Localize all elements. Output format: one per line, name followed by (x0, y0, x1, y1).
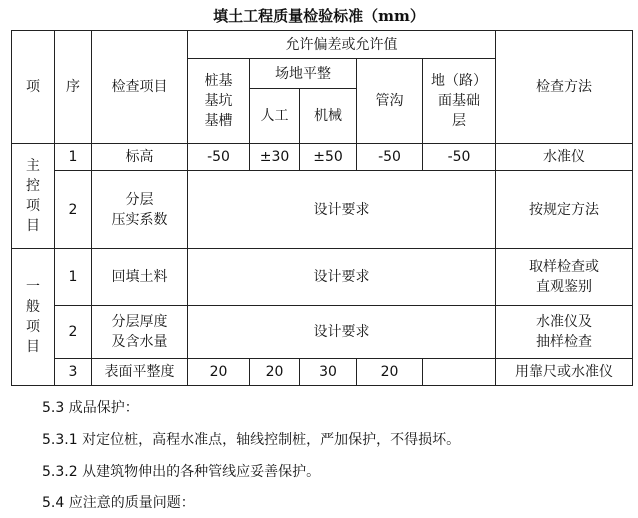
table-row-method: 水准仪 (496, 144, 633, 171)
header-road-base: 地（路） 面基础 层 (423, 59, 496, 144)
header-check-item: 检查项目 (92, 31, 188, 144)
header-mechanical: 机械 (300, 89, 357, 144)
table-row-method: 用靠尺或水准仪 (496, 359, 633, 386)
paragraph: 5.3 成品保护： (42, 400, 139, 416)
table-cell-value: 20 (250, 359, 300, 386)
table-cell-value (423, 359, 496, 386)
table-row-item: 分层厚度 及含水量 (92, 306, 188, 359)
table-row-method: 水准仪及 抽样检查 (496, 306, 633, 359)
table-cell-merged: 设计要求 (188, 306, 496, 359)
table-row-seq: 2 (55, 171, 92, 249)
table-row-item: 标高 (92, 144, 188, 171)
paragraph: 5.3.1 对定位桩，高程水准点，轴线控制桩，严加保护，不得损坏。 (42, 432, 461, 448)
header-method: 检查方法 (496, 31, 633, 144)
table-cell-value: 20 (357, 359, 423, 386)
table-row-item: 表面平整度 (92, 359, 188, 386)
table-row-seq: 3 (55, 359, 92, 386)
table-cell-value: -50 (357, 144, 423, 171)
table-row-item: 回填土料 (92, 249, 188, 306)
table-cell-merged: 设计要求 (188, 171, 496, 249)
table-cell-value: ±50 (300, 144, 357, 171)
table-row-method: 按规定方法 (496, 171, 633, 249)
header-pile-foundation: 桩基 基坑 基槽 (188, 59, 250, 144)
table-row-item: 分层 压实系数 (92, 171, 188, 249)
page-title: 填土工程质量检验标准（mm） (213, 7, 425, 25)
group-general: 一 般 项 目 (12, 249, 55, 386)
quality-standard-table (11, 30, 633, 386)
header-pipe-trench: 管沟 (357, 59, 423, 144)
header-seq: 序 (55, 31, 92, 144)
table-row-method: 取样检查或 直观鉴别 (496, 249, 633, 306)
table-cell-value: -50 (423, 144, 496, 171)
table-row-seq: 2 (55, 306, 92, 359)
header-tolerance: 允许偏差或允许值 (188, 31, 496, 59)
table-cell-value: 20 (188, 359, 250, 386)
header-manual: 人工 (250, 89, 300, 144)
table-cell-value: 30 (300, 359, 357, 386)
paragraph: 5.4 应注意的质量问题： (42, 495, 195, 511)
table-row-seq: 1 (55, 249, 92, 306)
table-cell-merged: 设计要求 (188, 249, 496, 306)
group-main-control: 主 控 项 目 (12, 144, 55, 249)
paragraph: 5.3.2 从建筑物伸出的各种管线应妥善保护。 (42, 464, 321, 480)
table-cell-value: ±30 (250, 144, 300, 171)
header-site-grading: 场地平整 (250, 59, 357, 89)
table-row-seq: 1 (55, 144, 92, 171)
header-item: 项 (12, 31, 55, 144)
table-cell-value: -50 (188, 144, 250, 171)
